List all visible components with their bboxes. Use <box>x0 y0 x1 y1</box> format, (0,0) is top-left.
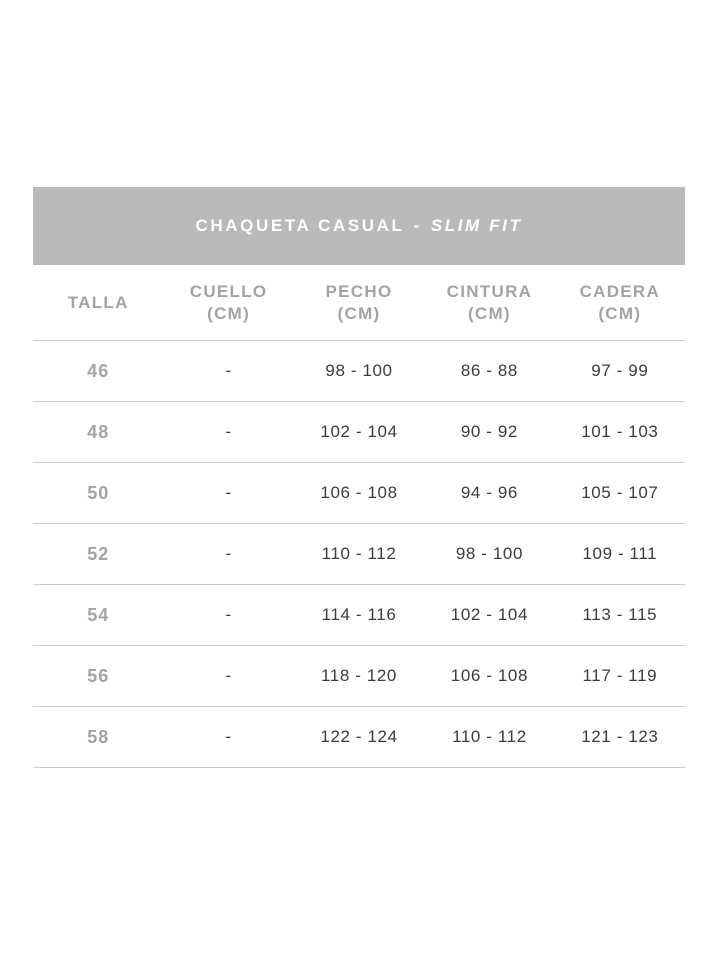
table-row <box>33 524 685 585</box>
cintura-value: 102 - 104 <box>450 605 529 624</box>
pecho-value: 110 - 112 <box>321 544 397 563</box>
column-label: TALLA <box>67 292 129 312</box>
column-label: CADERA <box>579 281 661 301</box>
pecho-value: 102 - 104 <box>320 422 398 441</box>
cuello-value: - <box>225 544 232 563</box>
size-value: 54 <box>87 604 110 625</box>
cuello-value: - <box>225 605 232 624</box>
table-title-band <box>33 187 685 265</box>
size-value: 48 <box>87 421 110 442</box>
size-value: 56 <box>87 665 110 686</box>
cuello-value: - <box>225 666 232 685</box>
size-value: 52 <box>87 543 110 564</box>
table-title-variant: SLIM FIT <box>430 216 523 235</box>
cintura-value: 90 - 92 <box>460 422 518 441</box>
cuello-value: - <box>225 727 232 746</box>
cuello-value: - <box>225 361 232 380</box>
cintura-value: 86 - 88 <box>460 361 518 380</box>
table-title-main: CHAQUETA CASUAL <box>195 216 405 235</box>
pecho-value: 122 - 124 <box>320 727 398 746</box>
table-header-row <box>33 265 685 341</box>
table-row <box>33 707 685 768</box>
column-label: CINTURA <box>446 281 533 301</box>
pecho-value: 114 - 116 <box>321 605 397 624</box>
table-row <box>33 585 685 646</box>
column-unit: (CM) <box>337 303 381 323</box>
cintura-value: 110 - 112 <box>452 727 527 746</box>
cadera-value: 121 - 123 <box>581 727 659 746</box>
column-header-pecho <box>294 281 424 325</box>
column-unit: (CM) <box>467 303 511 323</box>
pecho-value: 98 - 100 <box>325 361 393 380</box>
pecho-value: 118 - 120 <box>321 666 397 685</box>
table-row <box>33 463 685 524</box>
column-label: PECHO <box>325 281 393 301</box>
column-unit: (CM) <box>598 303 642 323</box>
table-row <box>33 646 685 707</box>
pecho-value: 106 - 108 <box>320 483 398 502</box>
table-row <box>33 341 685 402</box>
table-row <box>33 402 685 463</box>
cadera-value: 109 - 111 <box>582 544 658 563</box>
column-label: CUELLO <box>189 281 268 301</box>
cuello-value: - <box>225 422 232 441</box>
column-unit: (CM) <box>207 303 251 323</box>
cadera-value: 101 - 103 <box>581 422 659 441</box>
size-chart-table <box>33 187 685 768</box>
cadera-value: 97 - 99 <box>591 361 649 380</box>
size-value: 46 <box>87 360 110 381</box>
cadera-value: 117 - 119 <box>582 666 658 685</box>
cuello-value: - <box>225 483 232 502</box>
cadera-value: 105 - 107 <box>581 483 659 502</box>
column-header-cintura <box>424 281 554 325</box>
table-title-separator: - <box>413 216 422 235</box>
cintura-value: 98 - 100 <box>455 544 524 563</box>
size-value: 58 <box>87 726 110 747</box>
size-value: 50 <box>87 482 110 503</box>
cintura-value: 106 - 108 <box>450 666 529 685</box>
column-header-cuello <box>163 281 293 325</box>
column-header-cadera <box>555 281 685 325</box>
cintura-value: 94 - 96 <box>460 483 518 502</box>
column-header-talla <box>33 292 163 314</box>
cadera-value: 113 - 115 <box>582 605 658 624</box>
